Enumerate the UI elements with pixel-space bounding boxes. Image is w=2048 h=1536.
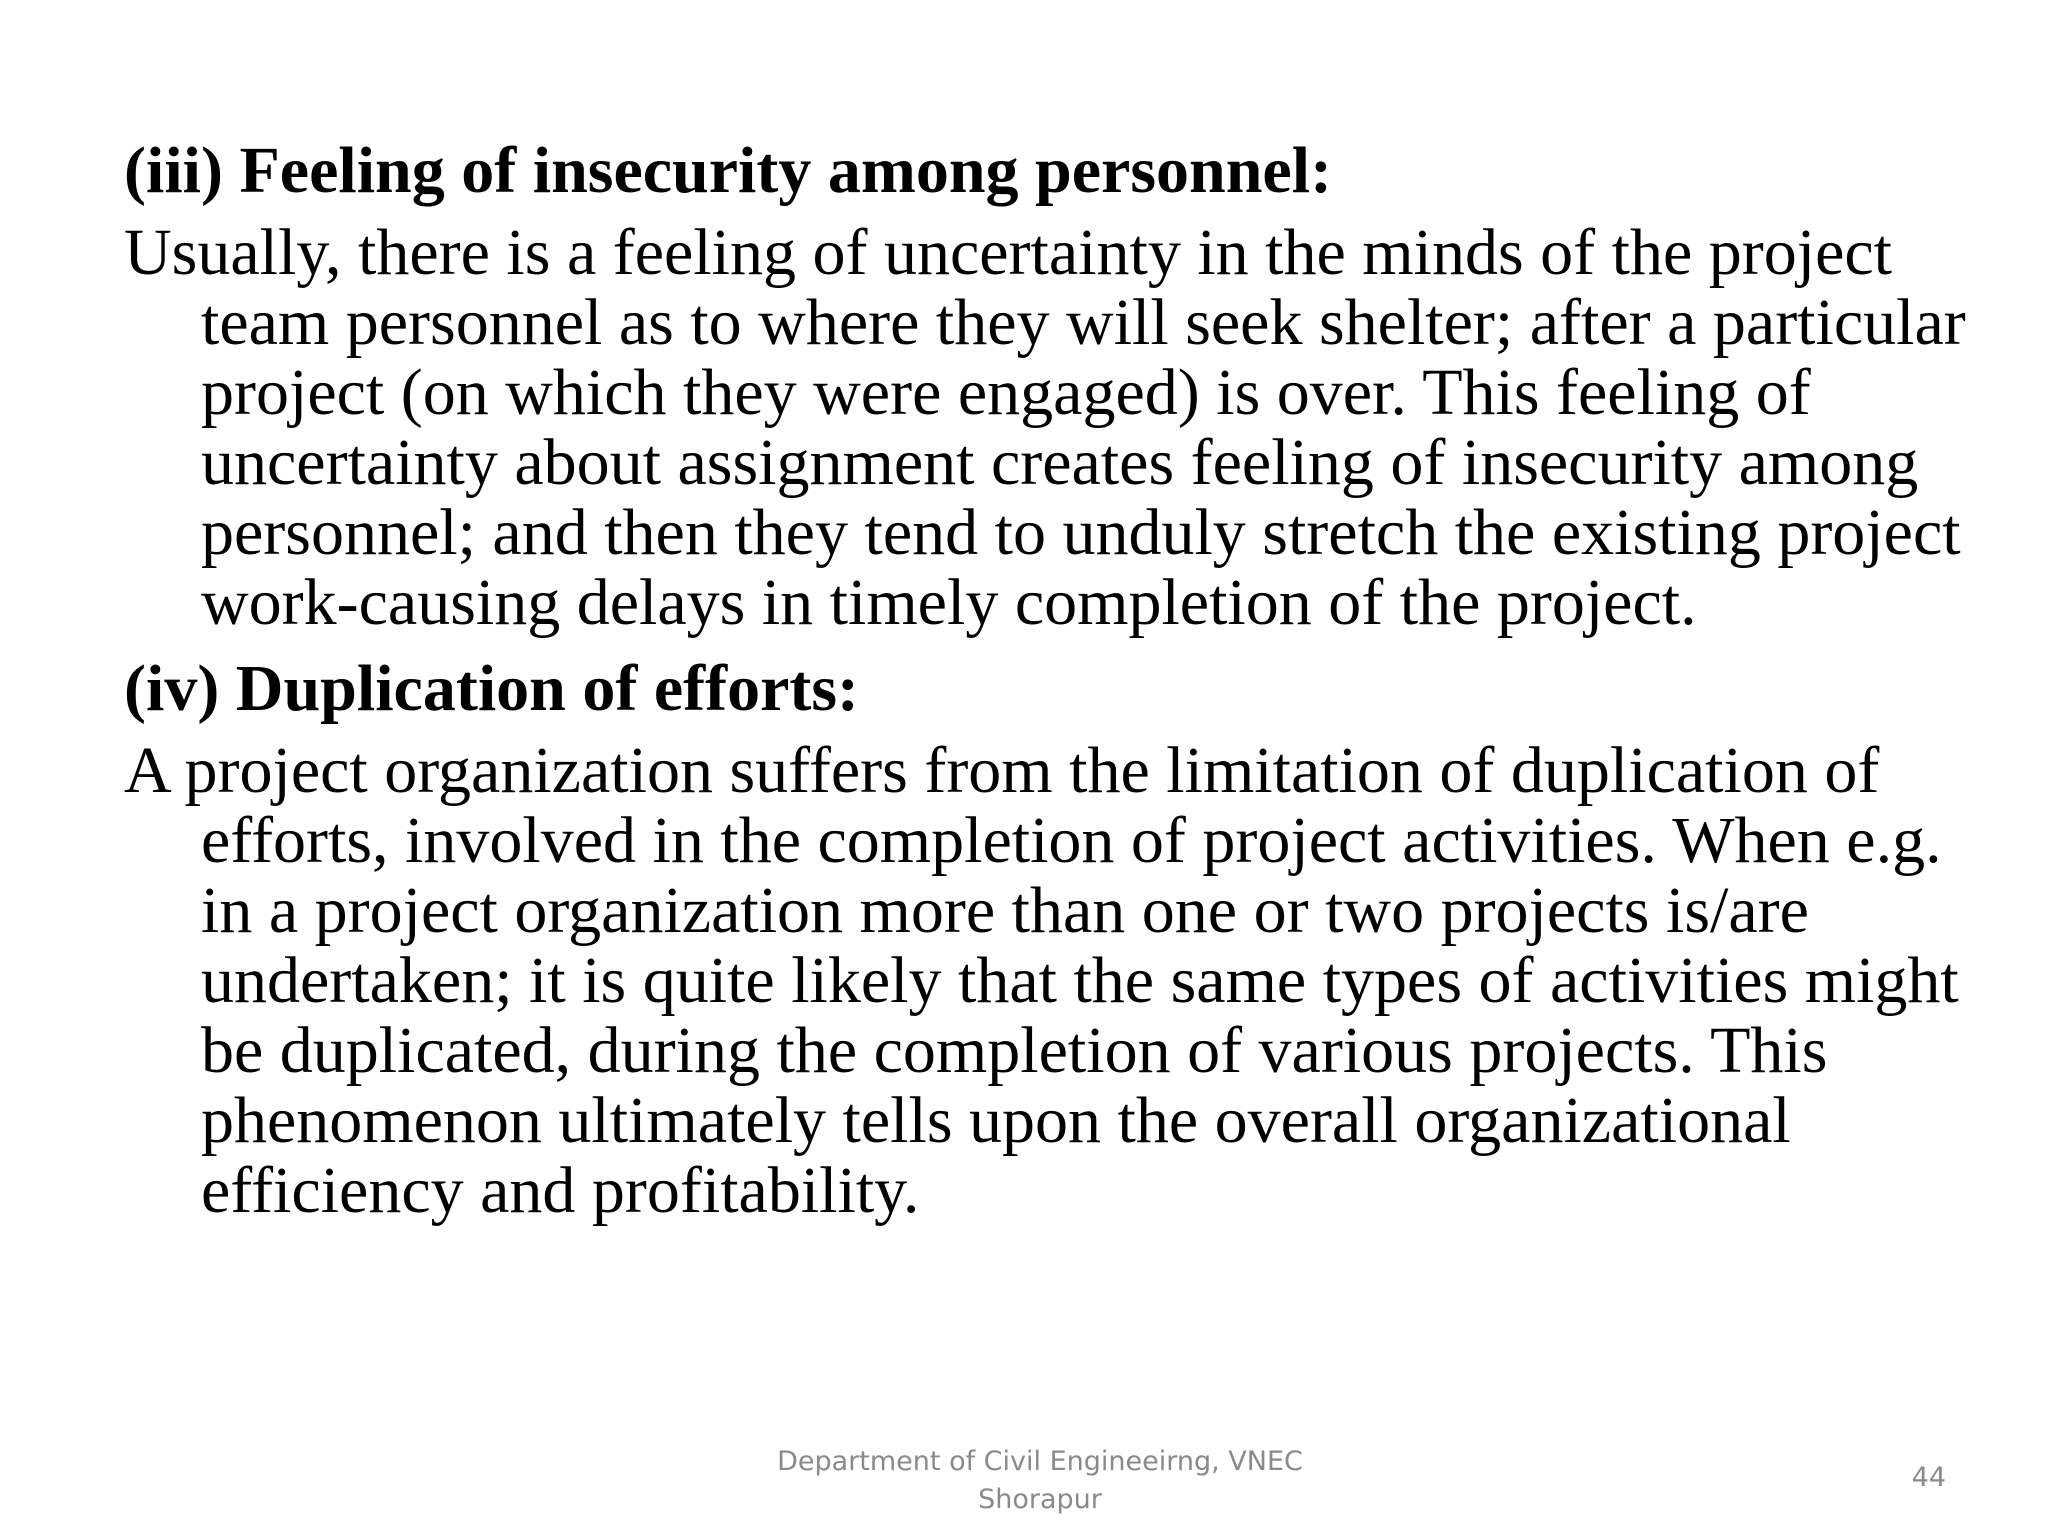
section-paragraph-duplication: A project organization suffers from the limitation of duplication of efforts, involved in the completion of project activities. When e.g. in a project organization more than one or two projects is/are undertaken; it is quite likely that the same types of activities might be duplicated, during the completion of various projects. This phenomenon ultimately tells upon the overall organizational efficiency and profitability. [124,734,1959,1227]
slide-content [124,136,1974,1226]
section-paragraph-insecurity: Usually, there is a feeling of uncertainty in the minds of the project team personnel as to where they will seek shelter; after a particular project (on which they were engaged) is over. This feeling of uncertainty about assignment creates feeling of insecurity among personnel; and then they tend to unduly stretch the existing project work-causing delays in timely completion of the project. [124,216,1966,639]
footer-line-2: Shorapur [978,1484,1102,1515]
section-heading-insecurity: (iii) Feeling of insecurity among personnel: [124,134,1333,207]
page-number: 44 [1911,1462,1946,1493]
footer-line-1: Department of Civil Engineeirng, VNEC [777,1446,1303,1477]
footer-department [730,1443,1350,1519]
section-heading-duplication: (iv) Duplication of efforts: [124,652,860,725]
